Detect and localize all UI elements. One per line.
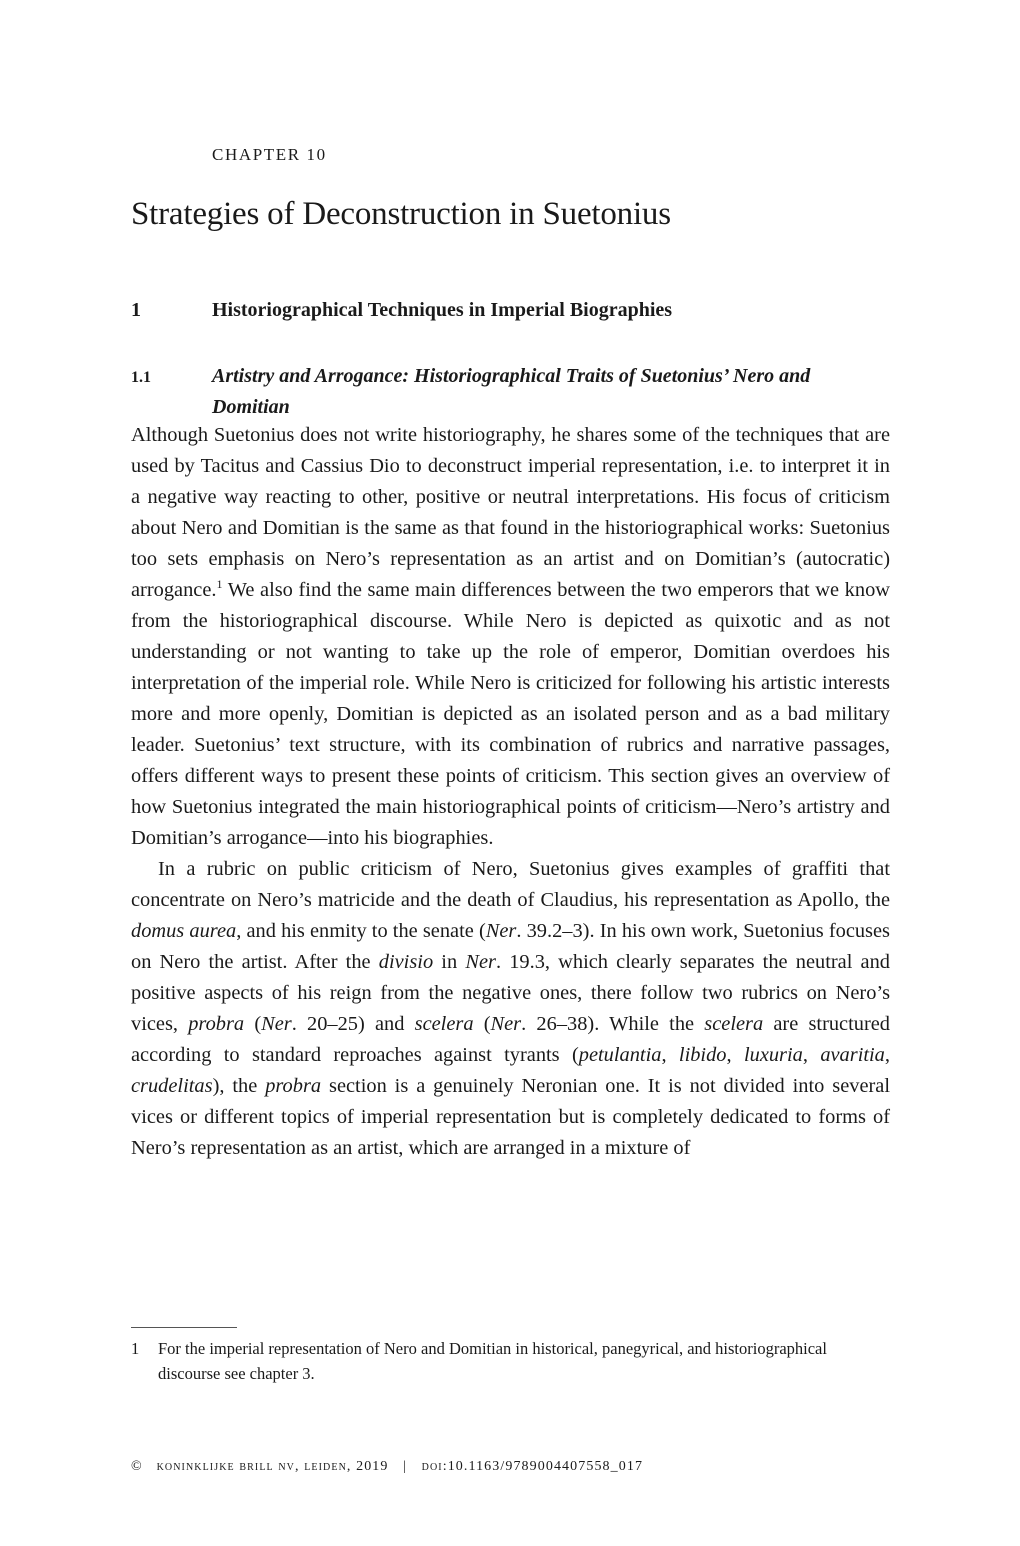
italic-term: probra: [188, 1013, 245, 1035]
text-run: . 20–25) and: [291, 1013, 415, 1035]
paragraph-1: [131, 420, 890, 854]
subsection-heading-1-1: [131, 361, 891, 423]
page-footer: [131, 1459, 643, 1475]
italic-term: Ner: [465, 951, 496, 973]
italic-term: petulantia: [578, 1044, 662, 1066]
footer-separator: |: [403, 1459, 408, 1474]
text-run: (: [473, 1013, 491, 1035]
text-run: . 26–38). While the: [521, 1013, 705, 1035]
footnote-1: [131, 1336, 891, 1386]
italic-term: probra: [265, 1075, 322, 1097]
italic-term: scelera: [704, 1013, 764, 1035]
section-number: 1: [131, 299, 141, 321]
italic-term: libido: [678, 1044, 727, 1066]
copyright-icon: ©: [131, 1459, 143, 1474]
text-run: ,: [726, 1044, 744, 1066]
publisher-notice: koninklijke brill nv, leiden, 2019: [156, 1459, 389, 1474]
text-run: ,: [661, 1044, 679, 1066]
text-run: are structured according to standard reproaches against tyrants (: [131, 1013, 891, 1066]
italic-term: luxuria: [743, 1044, 803, 1066]
footnote-number: 1: [131, 1339, 140, 1358]
chapter-label: CHAPTER 10: [212, 145, 327, 164]
italic-term: crudelitas: [131, 1075, 213, 1097]
text-run: ,: [802, 1044, 821, 1066]
italic-term: domus aurea: [131, 920, 237, 942]
doi-link[interactable]: doi:10.1163/9789004407558_017: [421, 1459, 644, 1474]
paragraph-2: [131, 854, 890, 1164]
paragraph-text: Although Suetonius does not write historiography, he shares some of the techniques that are used by Tacitus and Cassius Dio to deconstruct imperial representation, i.e. to interpret it in a negative way reacting to other, positive or neutral interpretations. His focus of criticism about Nero and Domitian is the same as that found in the historiographical works: Suetonius too sets emphasis on Nero’s representation as an artist and on Domitian’s (autocratic) arrogance.: [131, 424, 890, 601]
text-run: . 19.3, which clearly separates the neutral and positive aspects of his reign from the negative ones, there follow two rubrics on Nero’s vices,: [131, 951, 890, 1035]
text-run: ,: [884, 1044, 890, 1066]
text-run: . 39.2–3). In his own work, Suetonius focuses on Nero the artist. After the: [131, 920, 890, 973]
section-title: Historiographical Techniques in Imperial Biographies: [212, 299, 673, 321]
italic-term: Ner: [261, 1013, 292, 1035]
footnote-text: For the imperial representation of Nero and Domitian in historical, panegyrical, and historiographical discourse see chapter 3.: [158, 1339, 827, 1383]
paragraph-text: We also find the same main differences between the two emperors that we know from the historiographical discourse. While Nero is depicted as quixotic and as not understanding or not wanting to take up the role of emperor, Domitian overdoes his interpretation of the imperial role. While Nero is criticized for following his artistic interests more and more openly, Domitian is depicted as an isolated person and as a bad military leader. Suetonius’ text structure, with its combination of rubrics and narrative passages, offers different ways to present these points of criticism. This section gives an overview of how Suetonius integrated the main historiographical points of criticism—Nero’s artistry and Domitian’s arrogance—into his biographies.: [131, 579, 890, 849]
footnote-reference[interactable]: 1: [216, 577, 223, 591]
text-run: ), the: [212, 1075, 266, 1097]
text-run: , and his enmity to the senate (: [236, 920, 486, 942]
body-text: [131, 420, 890, 1164]
subsection-title: Artistry and Arrogance: Historiographical Traits of Suetonius’ Nero and Domitian: [212, 365, 811, 418]
italic-term: avaritia: [820, 1044, 885, 1066]
text-run: In a rubric on public criticism of Nero, Suetonius gives examples of graffiti that concentrate on Nero’s matricide and the death of Claudius, his representation as Apollo, the: [131, 858, 890, 911]
italic-term: scelera: [414, 1013, 474, 1035]
italic-term: divisio: [378, 951, 434, 973]
italic-term: Ner: [490, 1013, 522, 1035]
italic-term: Ner: [485, 920, 517, 942]
text-run: section is a genuinely Neronian one. It is not divided into several vices or different topics of imperial representation but is completely dedicated to forms of Nero’s representation as an artist, which are arranged in a mixture of: [131, 1075, 890, 1159]
subsection-number: 1.1: [131, 369, 151, 386]
text-run: in: [433, 951, 466, 973]
chapter-title: Strategies of Deconstruction in Suetonius: [131, 196, 671, 232]
text-run: (: [244, 1013, 262, 1035]
footnote-divider: [131, 1327, 237, 1328]
